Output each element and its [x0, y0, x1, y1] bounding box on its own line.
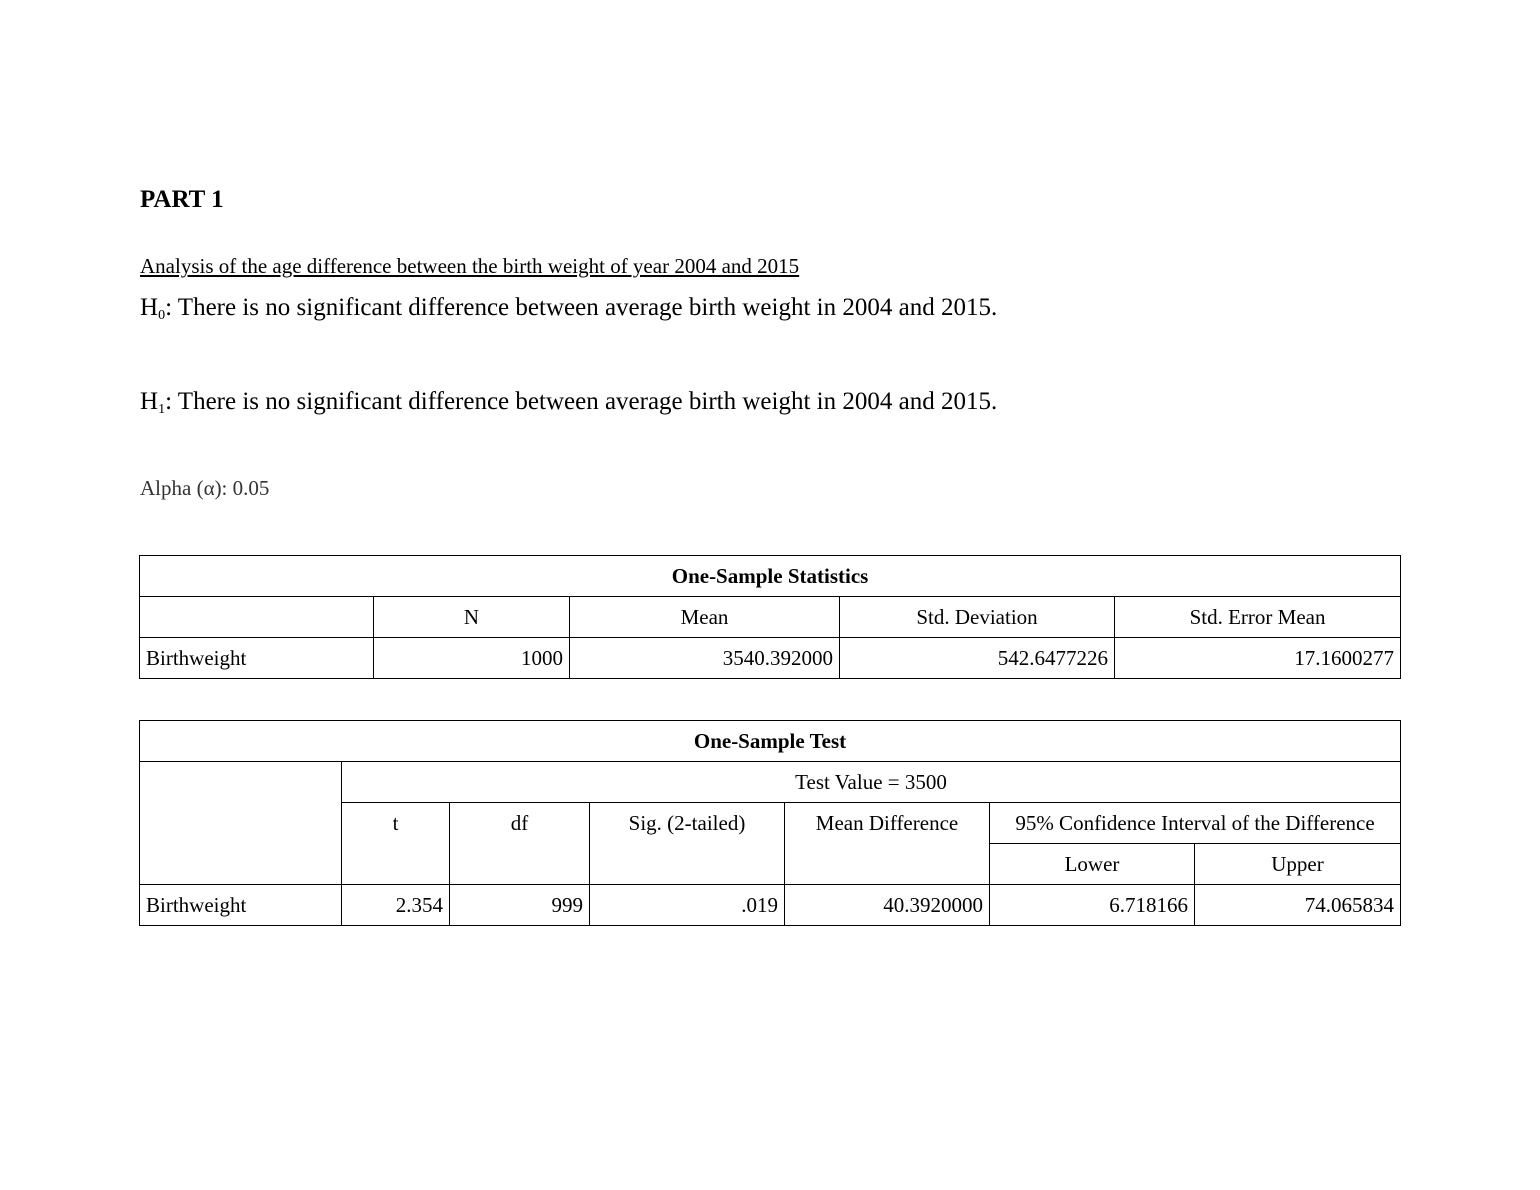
test-header-sig: Sig. (2-tailed): [590, 803, 785, 885]
alternative-hypothesis: [140, 388, 997, 416]
test-t-value: 2.354: [342, 885, 450, 926]
stats-mean-value: 3540.392000: [570, 638, 840, 679]
table-row: [140, 885, 1401, 926]
test-header-confidence-interval: 95% Confidence Interval of the Difference: [990, 803, 1401, 844]
stats-row-label: Birthweight: [140, 638, 374, 679]
test-header-lower: Lower: [990, 844, 1195, 885]
stats-header-n: N: [374, 597, 570, 638]
test-row-header-blank: [140, 762, 342, 885]
null-hypothesis-subscript: 0: [158, 308, 166, 323]
test-value-row: [140, 762, 1401, 803]
one-sample-test-table: [139, 720, 1401, 926]
part-heading: PART 1: [140, 186, 224, 213]
stats-header-blank: [140, 597, 374, 638]
test-sig-value: .019: [590, 885, 785, 926]
table-row: [140, 638, 1401, 679]
test-row-label: Birthweight: [140, 885, 342, 926]
test-header-df: df: [450, 803, 590, 885]
stats-header-std-deviation: Std. Deviation: [840, 597, 1115, 638]
test-value-label: Test Value = 3500: [342, 762, 1401, 803]
stats-std-deviation-value: 542.6477226: [840, 638, 1115, 679]
stats-table-title: One-Sample Statistics: [140, 556, 1401, 597]
test-header-mean-difference: Mean Difference: [785, 803, 990, 885]
alpha-level: Alpha (α): 0.05: [140, 476, 270, 500]
null-hypothesis-letter: H: [140, 294, 159, 321]
null-hypothesis-text: : There is no significant difference between average birth weight in 2004 and 2015.: [165, 294, 998, 321]
table-header-row: [140, 597, 1401, 638]
test-mean-difference-value: 40.3920000: [785, 885, 990, 926]
test-upper-value: 74.065834: [1195, 885, 1401, 926]
null-hypothesis: [140, 294, 997, 322]
alternative-hypothesis-subscript: 1: [158, 402, 166, 417]
test-lower-value: 6.718166: [990, 885, 1195, 926]
alternative-hypothesis-letter: H: [140, 388, 159, 415]
table-title-row: [140, 556, 1401, 597]
alternative-hypothesis-text: : There is no significant difference between average birth weight in 2004 and 2015.: [165, 388, 998, 415]
test-df-value: 999: [450, 885, 590, 926]
stats-n-value: 1000: [374, 638, 570, 679]
test-header-t: t: [342, 803, 450, 885]
analysis-subtitle: Analysis of the age difference between the birth weight of year 2004 and 2015: [140, 254, 800, 278]
test-table-title: One-Sample Test: [140, 721, 1401, 762]
stats-std-error-mean-value: 17.1600277: [1115, 638, 1401, 679]
stats-header-std-error-mean: Std. Error Mean: [1115, 597, 1401, 638]
table-title-row: [140, 721, 1401, 762]
test-header-upper: Upper: [1195, 844, 1401, 885]
one-sample-statistics-table: [139, 555, 1401, 679]
stats-header-mean: Mean: [570, 597, 840, 638]
